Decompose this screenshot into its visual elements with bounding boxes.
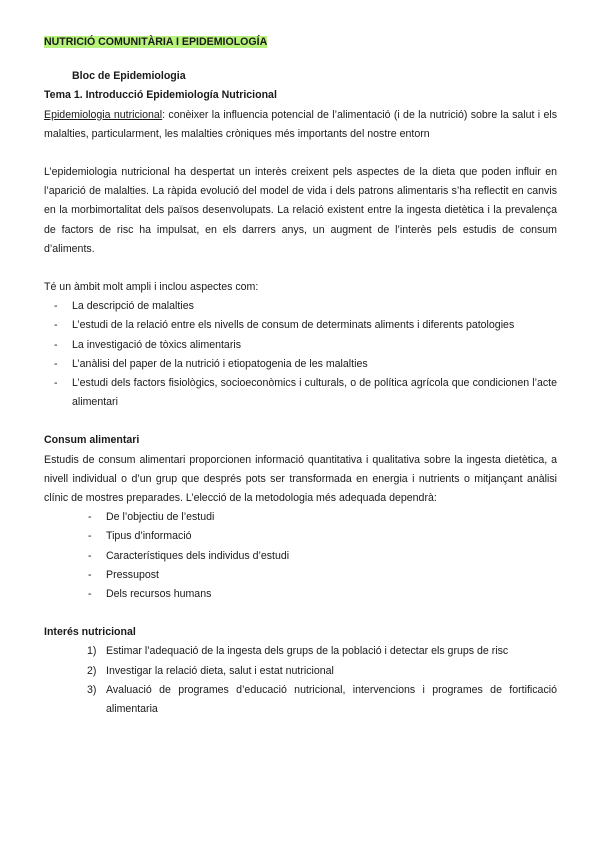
list-item: - L’estudi dels factors fisiològics, socioeconòmics i culturals, o de política agrícola que condicionen l’acte alimentari xyxy=(54,377,557,409)
list-item: 1) Estimar l’adequació de la ingesta dels grups de la població i detectar els grups de risc xyxy=(87,645,509,658)
spacer xyxy=(44,144,557,163)
definition-paragraph xyxy=(44,106,557,144)
list-item: - La descripció de malalties xyxy=(54,300,194,313)
scope-list xyxy=(44,297,557,412)
list-item: 2) Investigar la relació dieta, salut i estat nutricional xyxy=(87,664,334,677)
list-item: - De l’objectiu de l’estudi xyxy=(88,511,215,524)
interes-list xyxy=(44,642,557,719)
document-content xyxy=(44,33,557,719)
spacer xyxy=(44,412,557,431)
spacer xyxy=(44,259,557,278)
consum-list xyxy=(44,508,557,604)
consum-paragraph: Estudis de consum alimentari proporcionen informació quantitativa i qualitativa sobre la ingesta dietètica, a nivell individual o d’un grup que després pots ser transformada en energia i nutrients o mitjançant anàlisi clínic de mostres preparades. L’elecció de la metodologia més adequada dependrà: xyxy=(44,453,557,505)
scope-lead: Té un àmbit molt ampli i inclou aspectes com: xyxy=(44,281,259,294)
list-item: - Característiques dels individus d’estudi xyxy=(88,549,290,562)
tema-title: Tema 1. Introducció Epidemiología Nutricional xyxy=(44,89,277,102)
document-title-line xyxy=(44,33,557,52)
document-title: NUTRICIÓ COMUNITÀRIA I EPIDEMIOLOGÍA xyxy=(44,36,268,48)
list-item: - La investigació de tòxics alimentaris xyxy=(54,338,241,351)
spacer xyxy=(44,604,557,623)
list-item: - L’anàlisi del paper de la nutrició i etiopatogenia de les malalties xyxy=(54,357,368,370)
bloc-title: Bloc de Epidemiologia xyxy=(72,70,186,83)
intro-paragraph: L’epidemiologia nutricional ha despertat un interès creixent pels aspectes de la dieta que poden influir en l’aparició de malalties. La ràpida evolució del model de vida i dels patrons alimentaris s’ha reflectit en canvis en la morbimortalitat dels països desenvolupats. La relació existent entre la ingesta dietètica i la prevalença de factors de risc ha impulsat, en els darrers anys, un augment de l’interès pels estudis de consum d’aliments. xyxy=(44,166,557,255)
consum-heading: Consum alimentari xyxy=(44,434,140,447)
interes-heading: Interés nutricional xyxy=(44,626,136,639)
list-item: - Dels recursos humans xyxy=(88,588,212,601)
list-item: - Pressupost xyxy=(88,568,159,581)
definition-text: : conèixer la influencia potencial de l’alimentació (i de la nutrició) sobre la salut i els malalties, particularment, les malalties cròniques més importants del nostre entorn xyxy=(44,108,557,140)
list-item: - L’estudi de la relació entre els nivells de consum de determinats aliments i diferents patologies xyxy=(54,319,515,332)
list-item: 3) Avaluació de programes d’educació nutricional, intervencions i programes de fortificació alimentaria xyxy=(87,683,557,716)
list-item: - Tipus d’informació xyxy=(88,530,192,543)
definition-term: Epidemiologia nutricional xyxy=(44,108,163,121)
